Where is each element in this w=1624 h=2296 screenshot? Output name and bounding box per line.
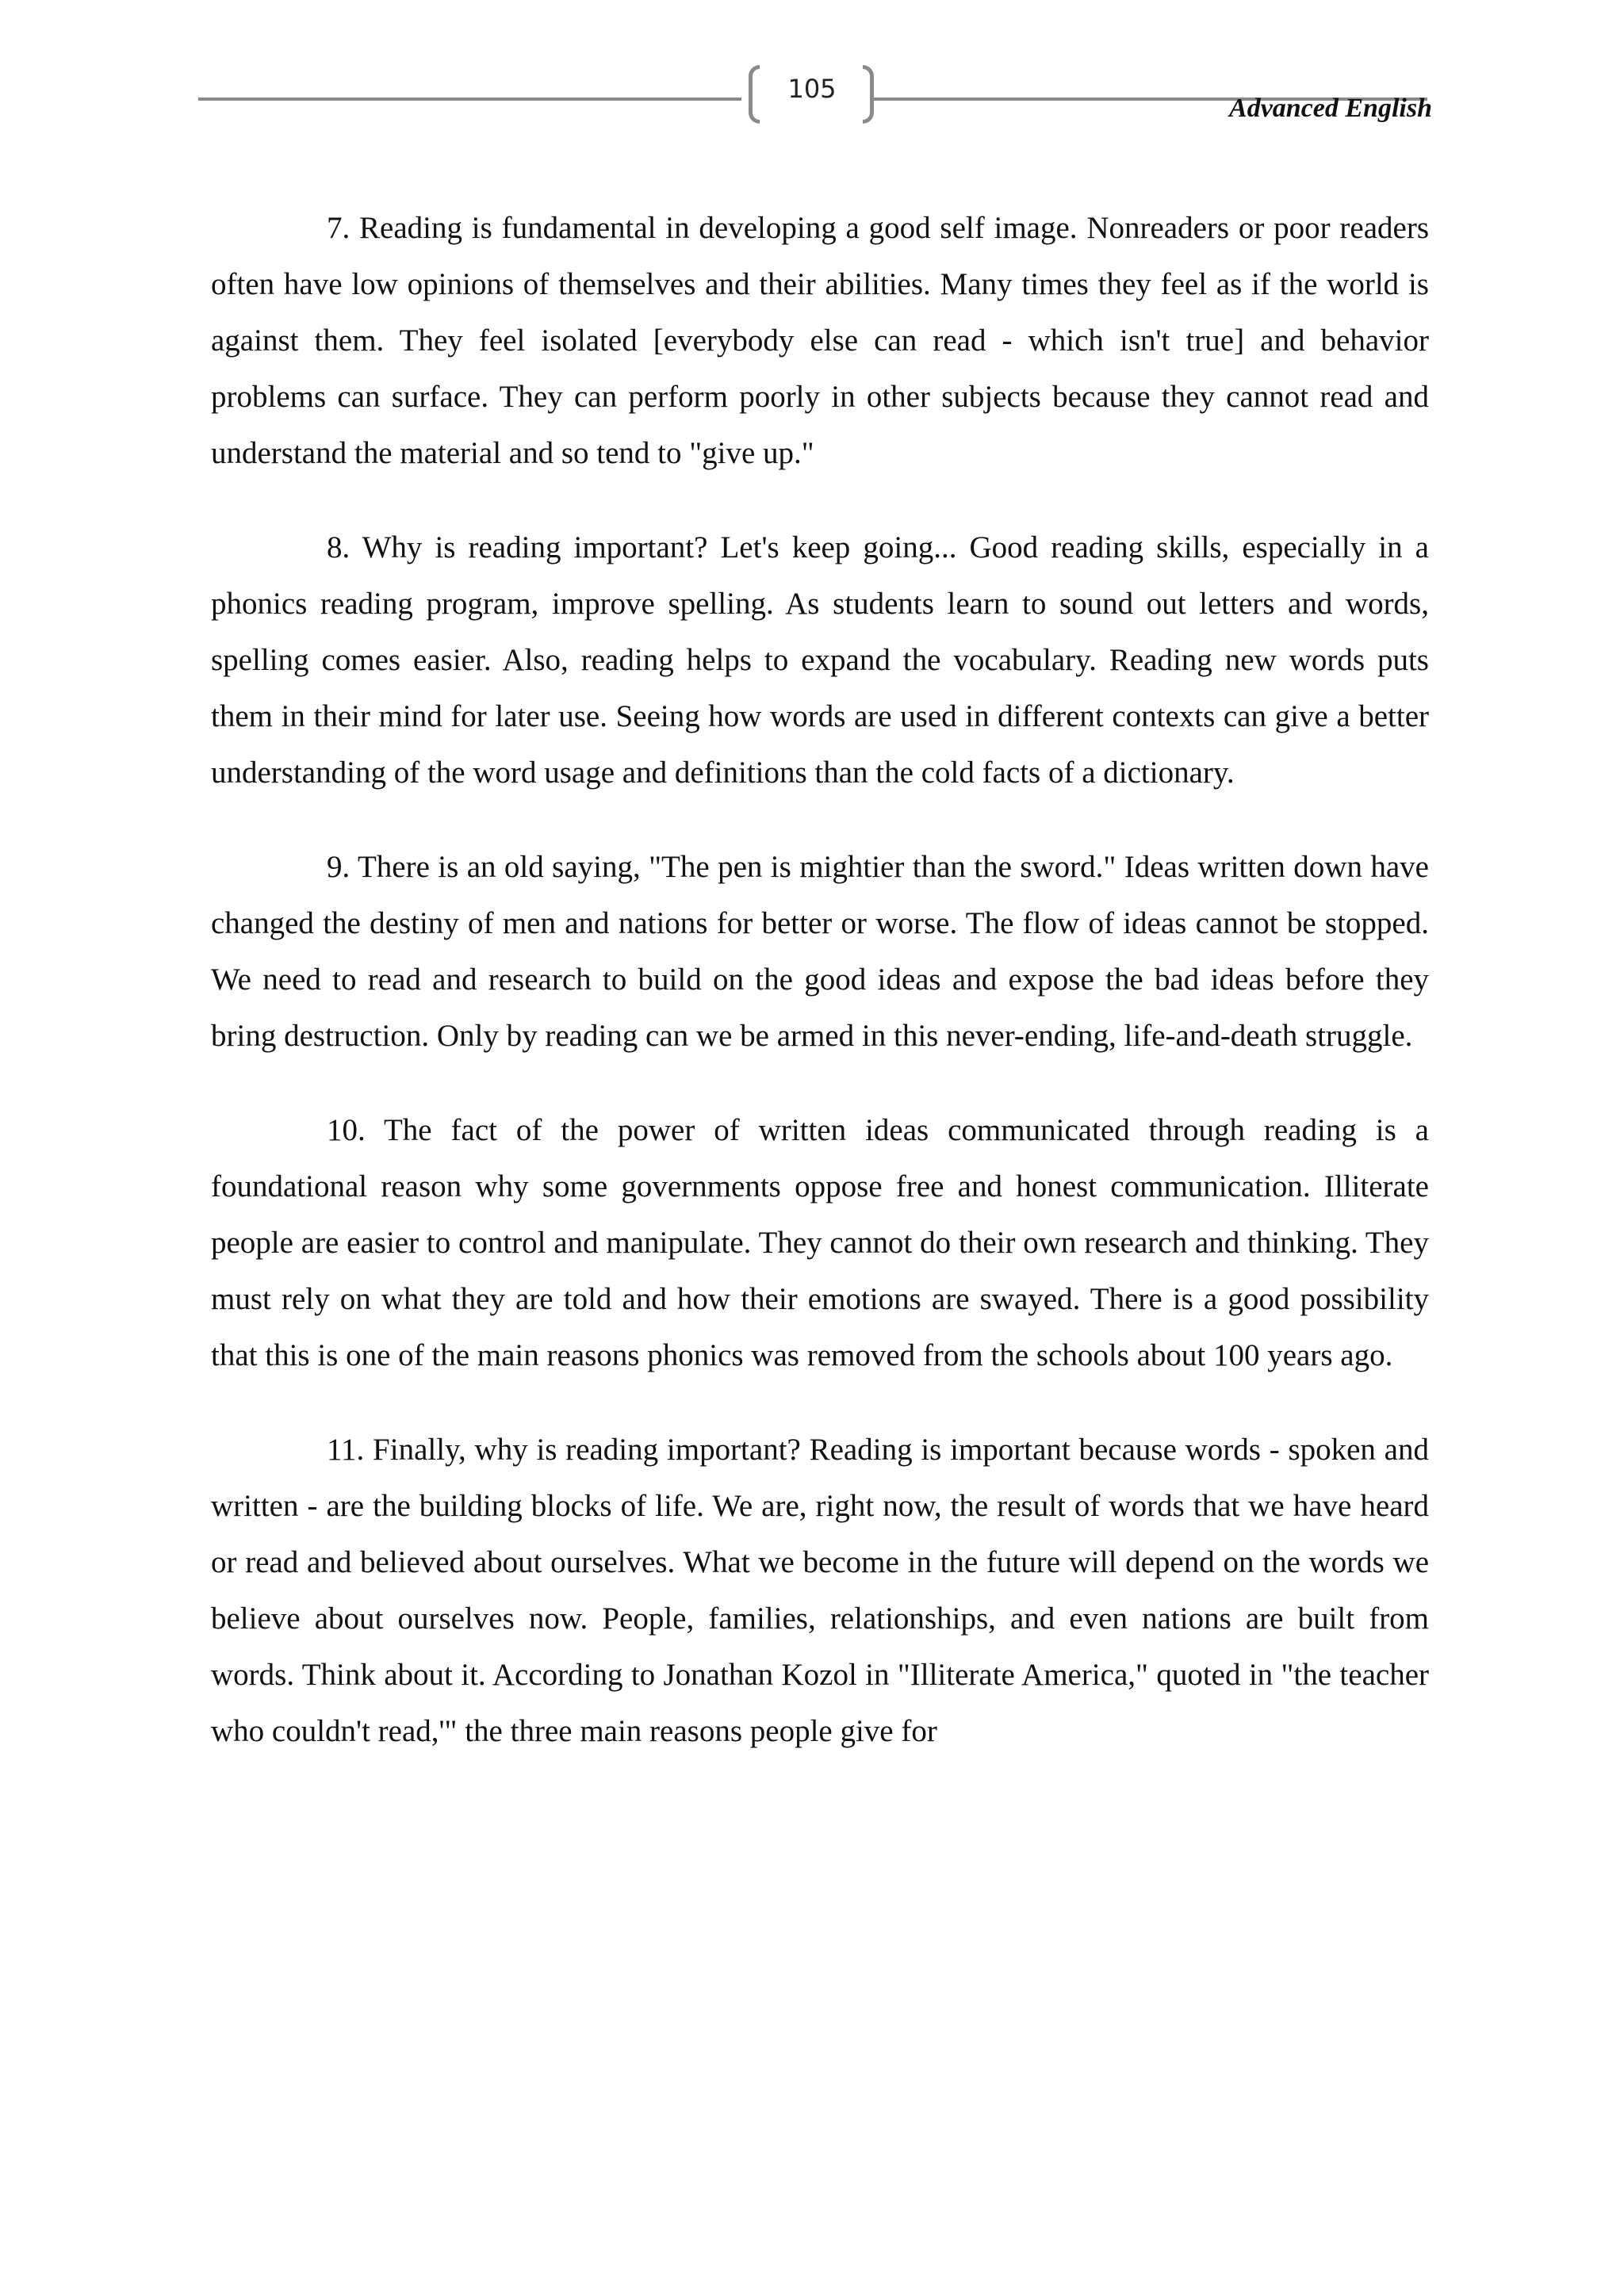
running-title: Advanced English — [1229, 94, 1432, 123]
paragraph-8: 8. Why is reading important? Let's keep going... Good reading skills, especially in a phonics reading program, improve spelling. As students learn to sound out letters and words, spelling comes easier. Also, reading helps to expand the vocabulary. Reading new words puts them in their mind for later use. Seeing how words are used in different contexts can give a better understanding of the word usage and definitions than the cold facts of a dictionary. — [211, 530, 1429, 790]
page-body — [211, 200, 1429, 1797]
page-number-bracket-open — [749, 65, 760, 124]
header-rule-left — [198, 98, 741, 101]
page-number-bracket-close — [863, 65, 874, 124]
page-header — [0, 0, 1624, 159]
page-number: 105 — [787, 74, 837, 104]
paragraph-11: 11. Finally, why is reading important? Reading is important because words - spoken and written - are the building blocks of life. We are, right now, the result of words that we have heard or read and believed about ourselves. What we become in the future will depend on the words we believe about ourselves now. People, families, relationships, and even nations are built from words. Think about it. According to Jonathan Kozol in "Illiterate America," quoted in "the teacher who couldn't read,'" the three main reasons people give for — [211, 1433, 1429, 1748]
paragraph-7: 7. Reading is fundamental in developing a good self image. Nonreaders or poor readers often have low opinions of themselves and their abilities. Many times they feel as if the world is against them. They feel isolated [everybody else can read - which isn't true] and behavior problems can surface. They can perform poorly in other subjects because they cannot read and understand the material and so tend to "give up." — [211, 211, 1429, 470]
paragraph-10: 10. The fact of the power of written ideas communicated through reading is a foundational reason why some governments oppose free and honest communication. Illiterate people are easier to control and manipulate. They cannot do their own research and thinking. They must rely on what they are told and how their emotions are swayed. There is a good possibility that this is one of the main reasons phonics was removed from the schools about 100 years ago. — [211, 1113, 1429, 1372]
paragraph-9: 9. There is an old saying, "The pen is mightier than the sword." Ideas written down have changed the destiny of men and nations for better or worse. The flow of ideas cannot be stopped. We need to read and research to build on the good ideas and expose the bad ideas before they bring destruction. Only by reading can we be armed in this never-ending, life-and-death struggle. — [211, 850, 1429, 1053]
